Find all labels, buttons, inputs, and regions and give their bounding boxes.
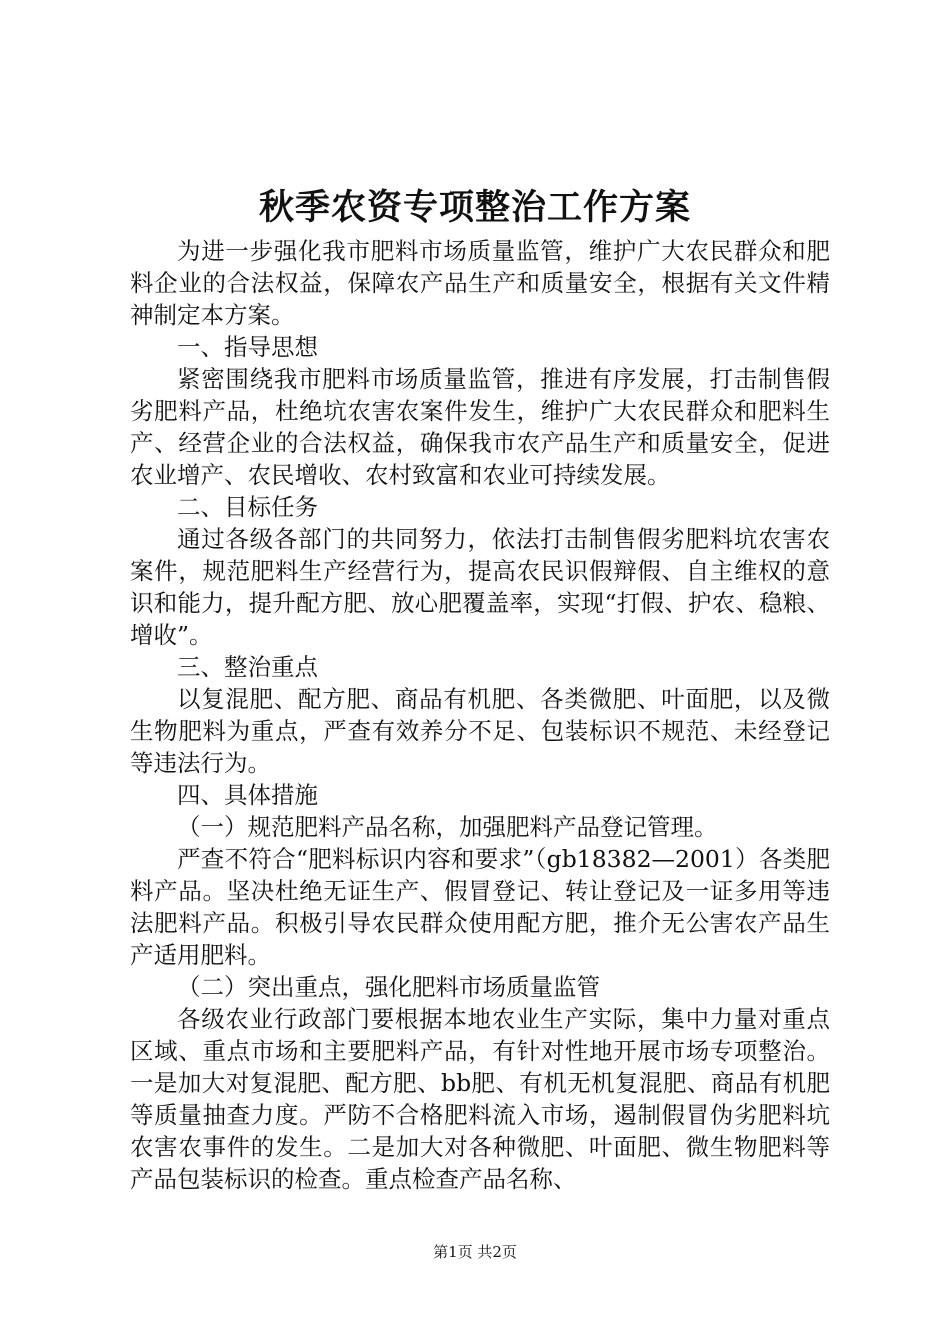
paragraph-intro: 为进一步强化我市肥料市场质量监管，维护广大农民群众和肥料企业的合法权益，保障农产品生产和质量安全，根据有关文件精神制定本方案。: [130, 237, 830, 329]
paragraph-focus: 以复混肥、配方肥、商品有机肥、各类微肥、叶面肥，以及微生物肥料为重点，严查有效养分不足、包装标识不规范、未经登记等违法行为。: [130, 685, 830, 777]
paragraph-measure-1: 严查不符合“肥料标识内容和要求”（gb18382—2001）各类肥料产品。坚决杜绝无证生产、假冒登记、转让登记及一证多用等违法肥料产品。积极引导农民群众使用配方肥，推介无公害农产品生产适用肥料。: [130, 845, 830, 969]
section-heading-3: 三、整治重点: [177, 653, 318, 681]
page-footer: 第1页 共2页: [433, 1243, 517, 1261]
document-title: 秋季农资专项整治工作方案: [258, 187, 691, 228]
section-heading-4: 四、具体措施: [177, 781, 318, 809]
paragraph-goals: 通过各级各部门的共同努力，依法打击制售假劣肥料坑农害农案件，规范肥料生产经营行为，提高农民识假辩假、自主维权的意识和能力，提升配方肥、放心肥覆盖率，实现“打假、护农、稳粮、增收”。: [130, 525, 830, 649]
paragraph-measure-2: 各级农业行政部门要根据本地农业生产实际，集中力量对重点区域、重点市场和主要肥料产品，有针对性地开展市场专项整治。一是加大对复混肥、配方肥、bb肥、有机无机复混肥、商品有机肥等质量抽查力度。严防不合格肥料流入市场，遏制假冒伪劣肥料坑农害农事件的发生。二是加大对各种微肥、叶面肥、微生物肥料等产品包装标识的检查。重点检查产品名称、: [130, 1005, 830, 1193]
section-heading-2: 二、目标任务: [177, 493, 318, 521]
paragraph-guiding-thought: 紧密围绕我市肥料市场质量监管，推进有序发展，打击制售假劣肥料产品，杜绝坑农害农案件发生，维护广大农民群众和肥料生产、经营企业的合法权益，确保我市农产品生产和质量安全，促进农业增产、农民增收、农村致富和农业可持续发展。: [130, 365, 830, 489]
document-body: [130, 235, 830, 1195]
section-heading-1: 一、指导思想: [177, 333, 318, 361]
subsection-heading-2: （二）突出重点，强化肥料市场质量监管: [177, 973, 600, 1001]
subsection-heading-1: （一）规范肥料产品名称，加强肥料产品登记管理。: [177, 813, 718, 841]
